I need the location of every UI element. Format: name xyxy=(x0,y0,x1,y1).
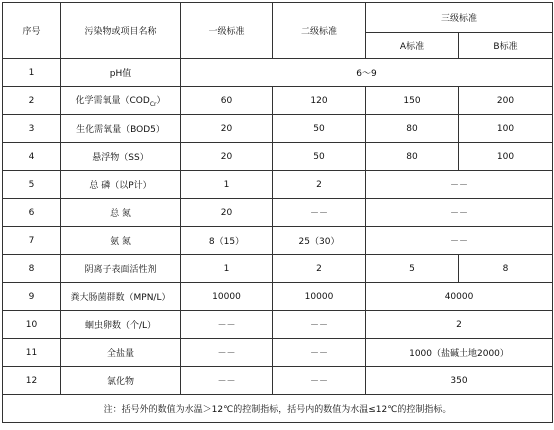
grade1-value: 60 xyxy=(181,87,273,115)
pollutant-name: 氯化物 xyxy=(61,367,181,395)
grade3-value: 2 xyxy=(366,311,553,339)
table-row xyxy=(3,339,553,367)
row-number: 7 xyxy=(3,227,61,255)
row-number: 10 xyxy=(3,311,61,339)
grade1-value: －－ xyxy=(181,367,273,395)
grade1-value: 1 xyxy=(181,171,273,199)
pollutant-name: 全盐量 xyxy=(61,339,181,367)
grade3-value: －－ xyxy=(366,227,553,255)
header-grade3-b: B标准 xyxy=(459,33,553,59)
pollutant-name: 悬浮物（SS） xyxy=(61,143,181,171)
grade1-value: 20 xyxy=(181,115,273,143)
row-number: 8 xyxy=(3,255,61,283)
grade3b-value: 100 xyxy=(459,115,553,143)
grade1-value: 10000 xyxy=(181,283,273,311)
pollutant-name xyxy=(61,87,181,115)
grade3-value: 350 xyxy=(366,367,553,395)
standards-table xyxy=(2,2,553,423)
grade3-value: －－ xyxy=(366,171,553,199)
grade3-value: 40000 xyxy=(366,283,553,311)
row-number: 12 xyxy=(3,367,61,395)
grade2-value: 120 xyxy=(273,87,366,115)
grade3a-value: 150 xyxy=(366,87,459,115)
pollutant-name-main: 化学需氧量（COD xyxy=(75,96,150,107)
row-number: 4 xyxy=(3,143,61,171)
grade2-value: 2 xyxy=(273,255,366,283)
grade2-value: －－ xyxy=(273,339,366,367)
table-row xyxy=(3,171,553,199)
pollutant-name: 总 磷（以P计） xyxy=(61,171,181,199)
grade3a-value: 80 xyxy=(366,115,459,143)
table-row xyxy=(3,87,553,115)
grade2-value: 10000 xyxy=(273,283,366,311)
pollutant-name: 总 氮 xyxy=(61,199,181,227)
table-note: 注：括号外的数值为水温＞12℃的控制指标，括号内的数值为水温≤12℃的控制指标。 xyxy=(3,395,553,423)
grade1-value: －－ xyxy=(181,311,273,339)
header-pollutant: 污染物或项目名称 xyxy=(61,3,181,59)
header-grade3: 三级标准 xyxy=(366,3,553,33)
grade3-value: －－ xyxy=(366,199,553,227)
header-grade2: 二级标准 xyxy=(273,3,366,59)
grade3-value: 1000（盐碱土地2000） xyxy=(366,339,553,367)
grade3b-value: 200 xyxy=(459,87,553,115)
pollutant-name: 粪大肠菌群数（MPN/L） xyxy=(61,283,181,311)
grade2-value: 50 xyxy=(273,115,366,143)
note-row xyxy=(3,395,553,423)
grade3a-value: 5 xyxy=(366,255,459,283)
pollutant-name: 生化需氧量（BOD5） xyxy=(61,115,181,143)
table-row xyxy=(3,255,553,283)
table-row xyxy=(3,143,553,171)
table-row xyxy=(3,311,553,339)
pollutant-name: pH值 xyxy=(61,59,181,87)
merged-value: 6～9 xyxy=(181,59,553,87)
grade1-value: 8（15） xyxy=(181,227,273,255)
grade1-value: 20 xyxy=(181,199,273,227)
grade1-value: 20 xyxy=(181,143,273,171)
grade3a-value: 80 xyxy=(366,143,459,171)
header-grade3-a: A标准 xyxy=(366,33,459,59)
header-seq: 序号 xyxy=(3,3,61,59)
table-row xyxy=(3,59,553,87)
row-number: 11 xyxy=(3,339,61,367)
grade2-value: 2 xyxy=(273,171,366,199)
grade2-value: 25（30） xyxy=(273,227,366,255)
row-number: 3 xyxy=(3,115,61,143)
grade1-value: －－ xyxy=(181,339,273,367)
row-number: 2 xyxy=(3,87,61,115)
pollutant-name-tail: ） xyxy=(156,96,166,107)
grade2-value: －－ xyxy=(273,199,366,227)
table-row xyxy=(3,227,553,255)
table-row xyxy=(3,283,553,311)
pollutant-name: 蛔虫卵数（个/L） xyxy=(61,311,181,339)
grade3b-value: 8 xyxy=(459,255,553,283)
table-row xyxy=(3,199,553,227)
pollutant-name-subscript: Cr xyxy=(149,100,157,108)
row-number: 1 xyxy=(3,59,61,87)
row-number: 9 xyxy=(3,283,61,311)
pollutant-name: 阴离子表面活性剂 xyxy=(61,255,181,283)
pollutant-name: 氨 氮 xyxy=(61,227,181,255)
header-grade1: 一级标准 xyxy=(181,3,273,59)
grade2-value: －－ xyxy=(273,367,366,395)
table-row xyxy=(3,367,553,395)
grade2-value: 50 xyxy=(273,143,366,171)
grade3b-value: 100 xyxy=(459,143,553,171)
table-row xyxy=(3,115,553,143)
grade2-value: －－ xyxy=(273,311,366,339)
row-number: 5 xyxy=(3,171,61,199)
row-number: 6 xyxy=(3,199,61,227)
grade1-value: 1 xyxy=(181,255,273,283)
